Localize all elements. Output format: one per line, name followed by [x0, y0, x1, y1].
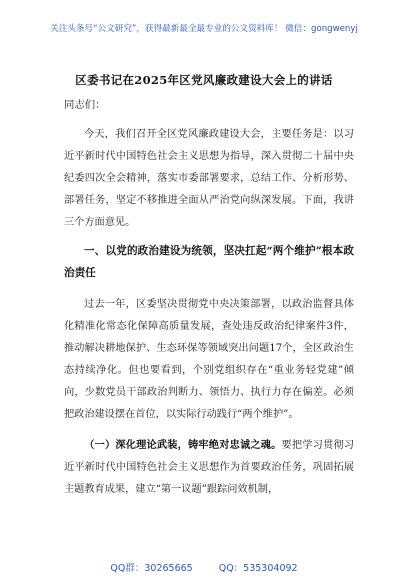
greeting: 同志们：	[64, 99, 106, 111]
section-heading-1: 一、以党的政治建设为统领，坚决扛起“两个维护”根本政治责任	[64, 245, 354, 279]
footer-qq-number: QQ：535304092	[218, 563, 298, 574]
paragraph-section-1: 过去一年，区委坚决贯彻党中央决策部署，以政治监督具体化精准化常态化保障高质量发展，查处违反政治纪律案件3件，推动解决耕地保护、生态环保等领域突出问题17个，全区政治生态持续净化。但也要看到，个别党组织存在“重业务轻党建”倾向，少数党员干部政治判断力、领悟力、执行力存在偏差。必须把政治建设摆在首位，以实际行动践行“两个维护”。	[64, 299, 354, 420]
document-title: 区委书记在2025年区党风廉政建设大会上的讲话	[75, 73, 333, 87]
subsection-body-1: 要把学习贯彻习近平新时代中国特色社会主义思想作为首要政治任务，巩固拓展主题教育成果，建立“第一议题”跟踪问效机制，	[64, 440, 355, 495]
paragraph-subsection-1	[64, 434, 354, 501]
header-banner: 关注头条号“公文研究”，获得最新最全最专业的公文资料库！ 微信：gongwenyj	[50, 24, 358, 34]
footer-contact	[0, 560, 408, 574]
paragraph-intro: 今天，我们召开全区党风廉政建设大会，主要任务是：以习近平新时代中国特色社会主义思想为指导，深入贯彻二十届中央纪委四次全会精神，落实市委部署要求，总结工作、分析形势、部署任务，坚定不移推进全面从严治党向纵深发展。下面，我讲三个方面意见。	[64, 129, 354, 228]
footer-qq-group: QQ群：30265665	[110, 563, 193, 574]
subsection-heading-1: （一）深化理论武装，铸牢绝对忠诚之魂。	[84, 439, 282, 451]
